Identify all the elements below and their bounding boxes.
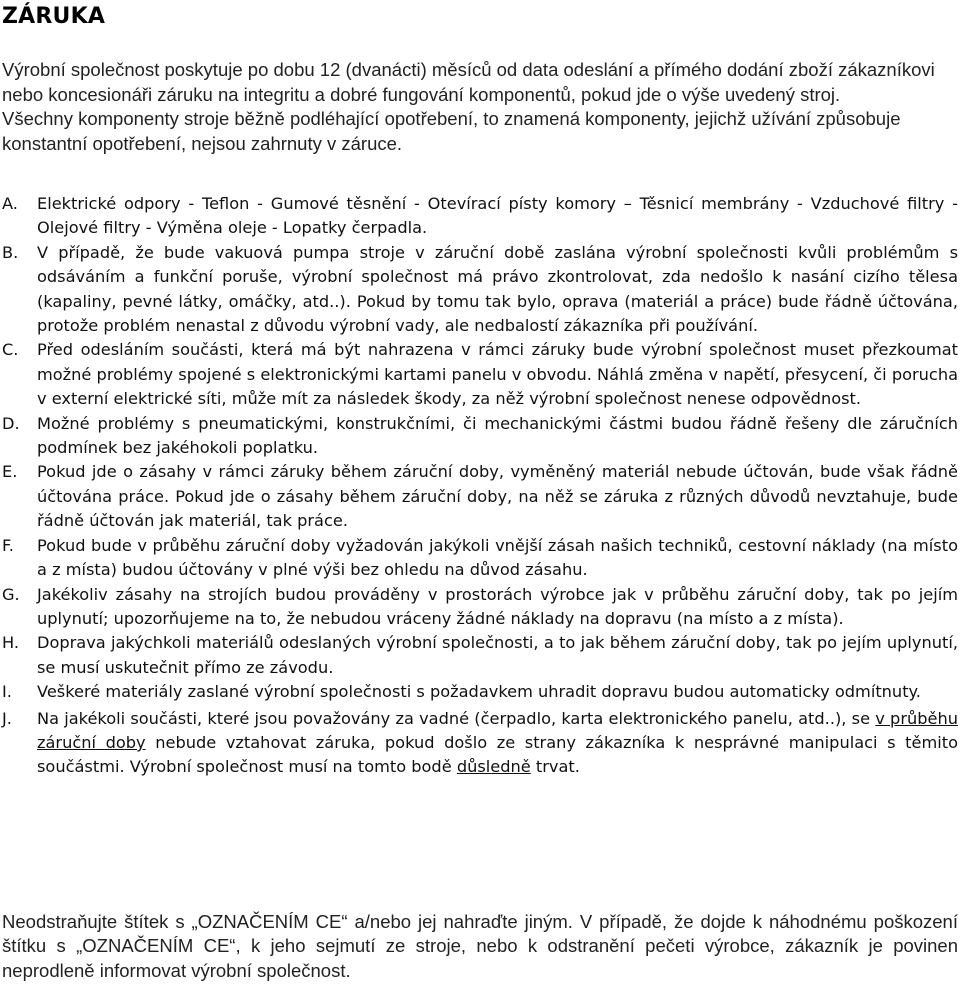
list-item-text: Jakékoliv zásahy na strojích budou prováděny v prostorách výrobce jak v průběhu záruční doby, tak po jejím uplynutí; upozorňujeme na to, že nebudou vráceny žádné náklady na dopravu (na místo a z místa). [37,584,958,628]
list-item-text: Veškeré materiály zaslané výrobní společnosti s požadavkem uhradit dopravu budou automaticky odmítnuty. [37,682,921,702]
warranty-conditions-list [2,192,958,780]
list-item-text: Doprava jakýchkoli materiálů odeslaných výrobní společnosti, a to jak během záruční doby, tak po jejím uplynutí, se musí uskutečnit přímo ze závodu. [37,633,958,677]
list-item-text: Možné problémy s pneumatickými, konstrukčními, či mechanickými částmi budou řádně řešeny dle záručních podmínek bez jakéhokoli poplatku. [37,413,958,458]
list-item-text-part: trvat. [535,757,580,777]
list-item-h [2,631,958,680]
list-item-letter: F. [2,535,14,555]
list-item-letter: D. [2,413,20,433]
list-item-a [2,192,958,241]
underlined-phrase: v průběhu záruční doby [37,708,958,752]
list-item-letter: A. [2,194,18,213]
list-item-j [2,707,958,780]
list-item-text-part: Na jakékoli součásti, které jsou považovány za vadné (čerpadlo, karta elektronického panelu, atd..), se [37,708,871,728]
list-item-b [2,241,958,339]
list-item-letter: J. [2,708,12,728]
list-item-text: Pokud bude v průběhu záruční doby vyžadován jakýkoli vnější zásah našich techniků, cestovní náklady (na místo a z místa) budou účtovány v plné výši bez ohledu na důvod zásahu. [37,535,958,580]
list-item-letter: B. [2,242,19,262]
list-item-text: Pokud jde o zásahy v rámci záruky během záruční doby, vyměněný materiál nebude účtován, bude však řádně účtována práce. Pokud jde o zásahy během záruční doby, na něž se záruka z různých důvodů nevztahuje, bude řádně účtován jak materiál, tak práce. [37,462,958,531]
list-item-g [2,583,958,632]
underlined-phrase: důsledně [456,757,531,777]
list-item-letter: E. [2,462,18,482]
list-item-letter: C. [2,340,19,360]
intro-section [2,58,958,156]
list-item-c [2,338,958,411]
list-item-letter: I. [2,682,12,702]
list-item-text: Elektrické odpory - Teflon - Gumové těsnění - Otevírací písty komory – Těsnicí membrány - Vzduchové filtry - Olejové filtry - Výměna oleje - Lopatky čerpadla. [37,194,958,238]
list-item-text: V případě, že bude vakuová pumpa stroje v záruční době zaslána výrobní společnosti kvůli problémům s odsáváním a funkční poruše, výrobní společnost má právo zkontrolovat, zda nedošlo k nasání cizího tělesa (kapaliny, pevné látky, omáčky, atd..). Pokud by tomu tak bylo, oprava (materiál a práce) bude řádně účtována, protože problém nenastal z důvodu výrobní vady, ale nedbalostí zákazníka při používání. [37,242,958,336]
list-item-text [37,707,958,780]
list-item-f [2,534,958,583]
intro-paragraph-2: Všechny komponenty stroje běžně podléhající opotřebení, to znamená komponenty, jejichž užívání způsobuje konstantní opotřebení, nejsou zahrnuty v záruce. [2,108,901,154]
list-item-letter: H. [2,633,20,653]
page-title: ZÁRUKA [2,4,106,29]
list-item-e [2,460,958,533]
intro-paragraph-1: Výrobní společnost poskytuje po dobu 12 (dvanácti) měsíců od data odeslání a přímého dodání zboží zákazníkovi nebo koncesionáři záruku na integritu a dobré fungování komponentů, pokud jde o výše uvedený stroj. [2,59,935,105]
list-item-d [2,412,958,461]
list-item-i [2,680,958,704]
list-item-letter: G. [2,584,20,604]
ce-label-notice: Neodstraňujte štítek s „OZNAČENÍM CE“ a/nebo jej nahraďte jiným. V případě, že dojde k náhodnému poškození štítku s „OZNAČENÍM CE“, k jeho sejmutí ze stroje, nebo k odstranění pečeti výrobce, zákazník je povinen neprodleně informovat výrobní společnost. [2,911,958,981]
list-item-text-part: nebude vztahovat záruka, pokud došlo ze strany zákazníka k nesprávné manipulaci s těmito součástmi. Výrobní společnost musí na tomto bodě [37,732,958,777]
list-item-text: Před odesláním součásti, která má být nahrazena v rámci záruky bude výrobní společnost muset přezkoumat možné problémy spojené s elektronickými kartami panelu v obvodu. Náhlá změna v napětí, přesycení, či porucha v externí elektrické síti, může mít za následek škody, za něž výrobní společnost nenese odpovědnost. [37,340,958,409]
